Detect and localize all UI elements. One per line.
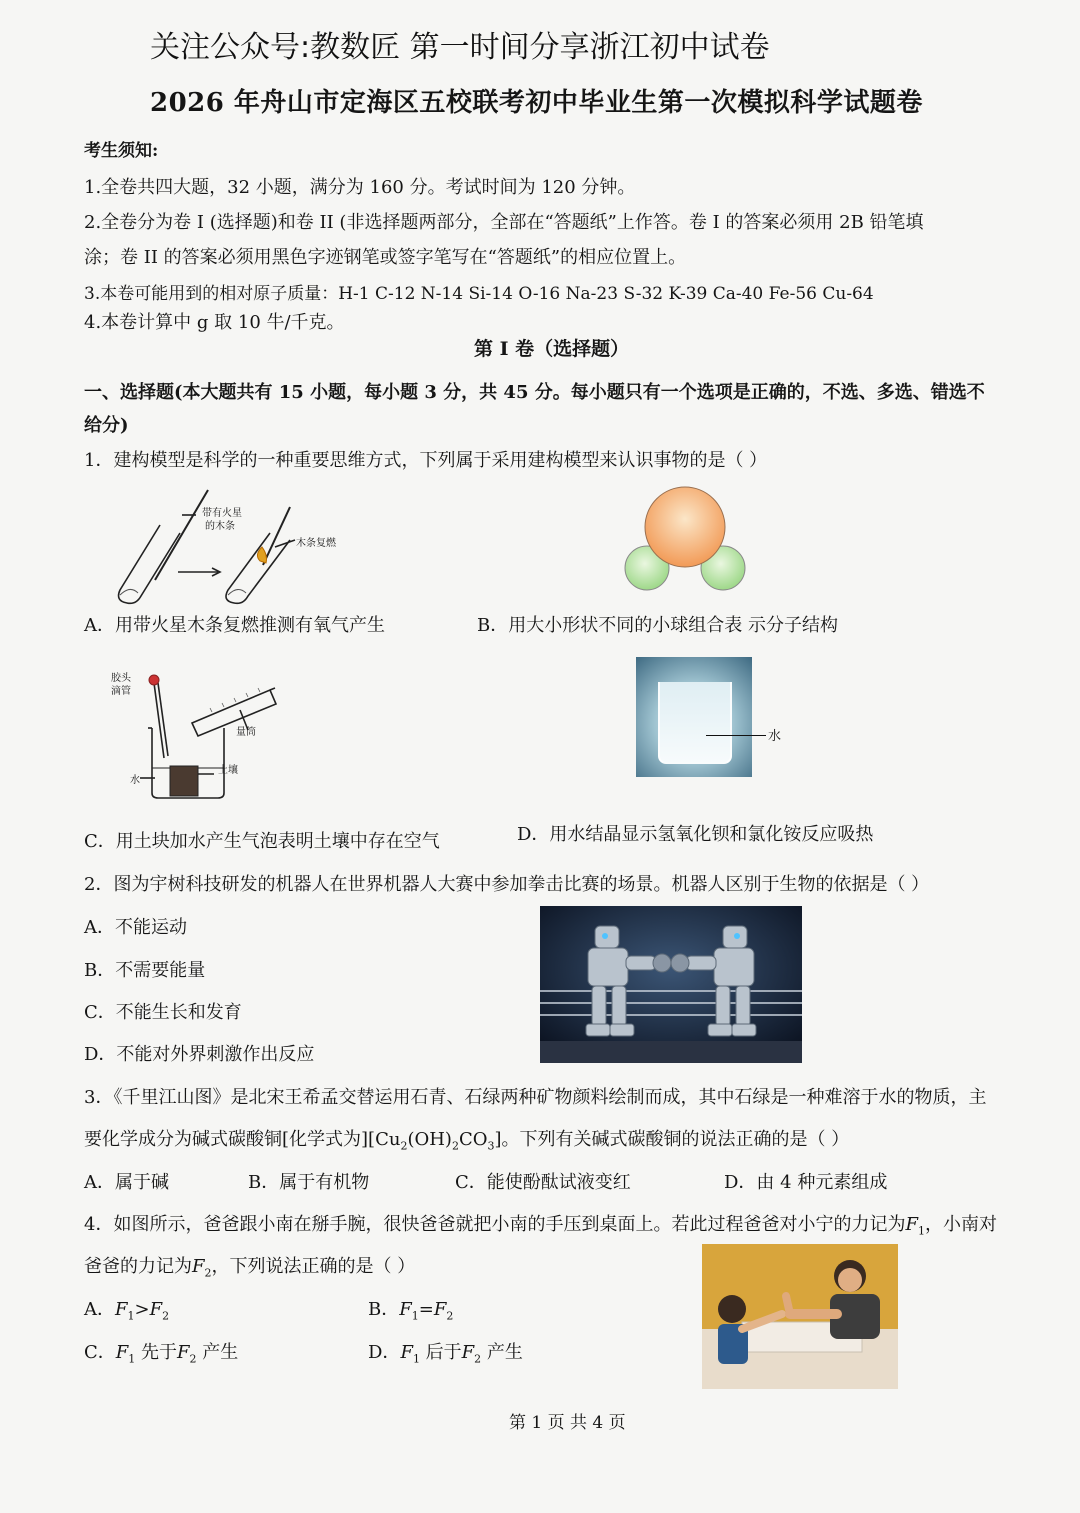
q3-option-b: B．属于有机物 [248,1172,370,1193]
q4-option-d-mid: 后于 [425,1342,462,1363]
q3-line-1: 3．《千里江山图》是北宋王希孟交替运用石青、石绿两种矿物颜料绘制而成，其中石绿是一种难溶于水的物质，主 [84,1087,987,1108]
figure-c-beaker-soil [110,668,300,818]
page-footer: 第 1 页 共 4 页 [509,1413,626,1433]
fig-a-label-1: 带有火星 [202,508,242,519]
q4-line-1-tail: ，小南对 [924,1214,997,1235]
q4-option-c-mid: 先于 [141,1342,178,1363]
figure-b-molecule-model [620,485,750,595]
beaker-shape [658,682,732,764]
q4-option-a-prefix: A． [84,1299,115,1320]
figure-d-frozen-beaker-photo [636,657,752,777]
q4-option-b-prefix: B． [368,1299,400,1320]
q3-option-a: A．属于碱 [84,1172,169,1193]
robot-boxing-photo [540,906,802,1063]
fig-a-label-2: 的木条 [205,521,235,532]
section-title: 第 I 卷（选择题） [474,338,630,360]
fig-c-label-2: 滴管 [111,686,131,697]
notice-item-4: 4.本卷计算中 g 取 10 牛/千克。 [84,312,345,333]
q4-option-c-prefix: C． [84,1342,116,1363]
q1-option-c: C．用土块加水产生气泡表明土壤中存在空气 [84,831,440,852]
promo-banner: 关注公众号:教数匠 第一时间分享浙江初中试卷 [150,30,770,65]
q4-option-d-prefix: D． [368,1342,401,1363]
part1-heading: 一、选择题(本大题共有 15 小题，每小题 3 分，共 45 分。每小题只有一个选项是正确的，不选、多选、错选不给分) [84,382,985,436]
q4-line-2: 爸爸的力记为$F_2$，下列说法正确的是（ ） [84,1256,416,1280]
fig-c-label-5: 水 [130,775,140,786]
fig-a-label-3: 木条复燃 [296,538,336,549]
q4-option-b: B．$F_1=F_2$ [368,1299,454,1323]
notice-item-2: 2.全卷分为卷 I (选择题)和卷 II (非选择题两部分，全部在“答题纸”上作答。卷 I 的答案必须用 2B 铅笔填 [84,212,924,233]
exam-title: 2026 年舟山市定海区五校联考初中毕业生第一次模拟科学试题卷 [150,88,923,118]
q4-line-1-text: 4．如图所示，爸爸跟小南在掰手腕，很快爸爸就把小南的手压到桌面上。若此过程爸爸对小宁的力记为 [84,1214,906,1235]
q4-option-d-post: 产生 [486,1342,523,1363]
q3-line-2-pre: 要化学成分为碱式碳酸铜[化学式为][Cu [84,1129,401,1150]
q3-option-d: D．由 4 种元素组成 [724,1172,888,1193]
q1-option-b: B．用大小形状不同的小球组合表 示分子结构 [477,615,838,636]
arm-wrestling-photo [702,1244,898,1389]
q4-line-2-pre: 爸爸的力记为 [84,1256,192,1277]
pointer-line [706,735,766,736]
q2-option-d: D．不能对外界刺激作出反应 [84,1044,315,1065]
notice-item-3: 3.本卷可能用到的相对原子质量：H-1 C-12 N-14 Si-14 O-16 Na-23 S-32 K-39 Ca-40 Fe-56 Cu-64 [84,284,874,304]
q4-option-c: C．$F_1$ 先于$F_2$ 产生 [84,1342,239,1366]
q4-option-a: A．$F_1>F_2$ [84,1299,170,1323]
q1-stem: 1．建构模型是科学的一种重要思维方式，下列属于采用建构模型来认识事物的是（ ） [84,450,768,471]
q4-line-1: 4．如图所示，爸爸跟小南在掰手腕，很快爸爸就把小南的手压到桌面上。若此过程爸爸对小宁的力记为$F_1$，小南对 [84,1214,997,1238]
q3-line-2: 要化学成分为碱式碳酸铜[化学式为]$[Cu_2(OH)_2CO_3]$。下列有关碱式碳酸铜的说法正确的是（ ） [84,1129,850,1153]
q3-option-c: C．能使酚酞试液变红 [455,1172,631,1193]
q2-option-b: B．不需要能量 [84,960,206,981]
q1-option-d: D．用水结晶显示氢氧化钡和氯化铵反应吸热 [517,824,874,845]
q2-option-c: C．不能生长和发育 [84,1002,242,1023]
fig-c-label-1: 胶头 [111,673,131,684]
q2-stem: 2．图为宇树科技研发的机器人在世界机器人大赛中参加拳击比赛的场景。机器人区别于生物的依据是（ ） [84,874,930,895]
q2-option-a: A．不能运动 [84,917,187,938]
notice-item-1: 1.全卷共四大题，32 小题，满分为 160 分。考试时间为 120 分钟。 [84,177,636,198]
q4-option-c-post: 产生 [202,1342,239,1363]
notice-item-2-cont: 涂；卷 II 的答案必须用黑色字迹钢笔或签字笔写在“答题纸”的相应位置上。 [84,247,687,268]
q1-option-a: A．用带火星木条复燃推测有氧气产生 [84,615,385,636]
fig-d-label: 水 [768,729,782,744]
notice-heading: 考生须知: [84,141,159,161]
q3-line-2-post: ]。下列有关碱式碳酸铜的说法正确的是（ ） [494,1129,850,1150]
q4-line-2-post: ，下列说法正确的是（ ） [211,1256,416,1277]
fig-c-label-4: 土壤 [218,765,238,776]
q4-option-d: D．$F_1$ 后于$F_2$ 产生 [368,1342,523,1366]
fig-c-label-3: 量筒 [236,727,256,738]
